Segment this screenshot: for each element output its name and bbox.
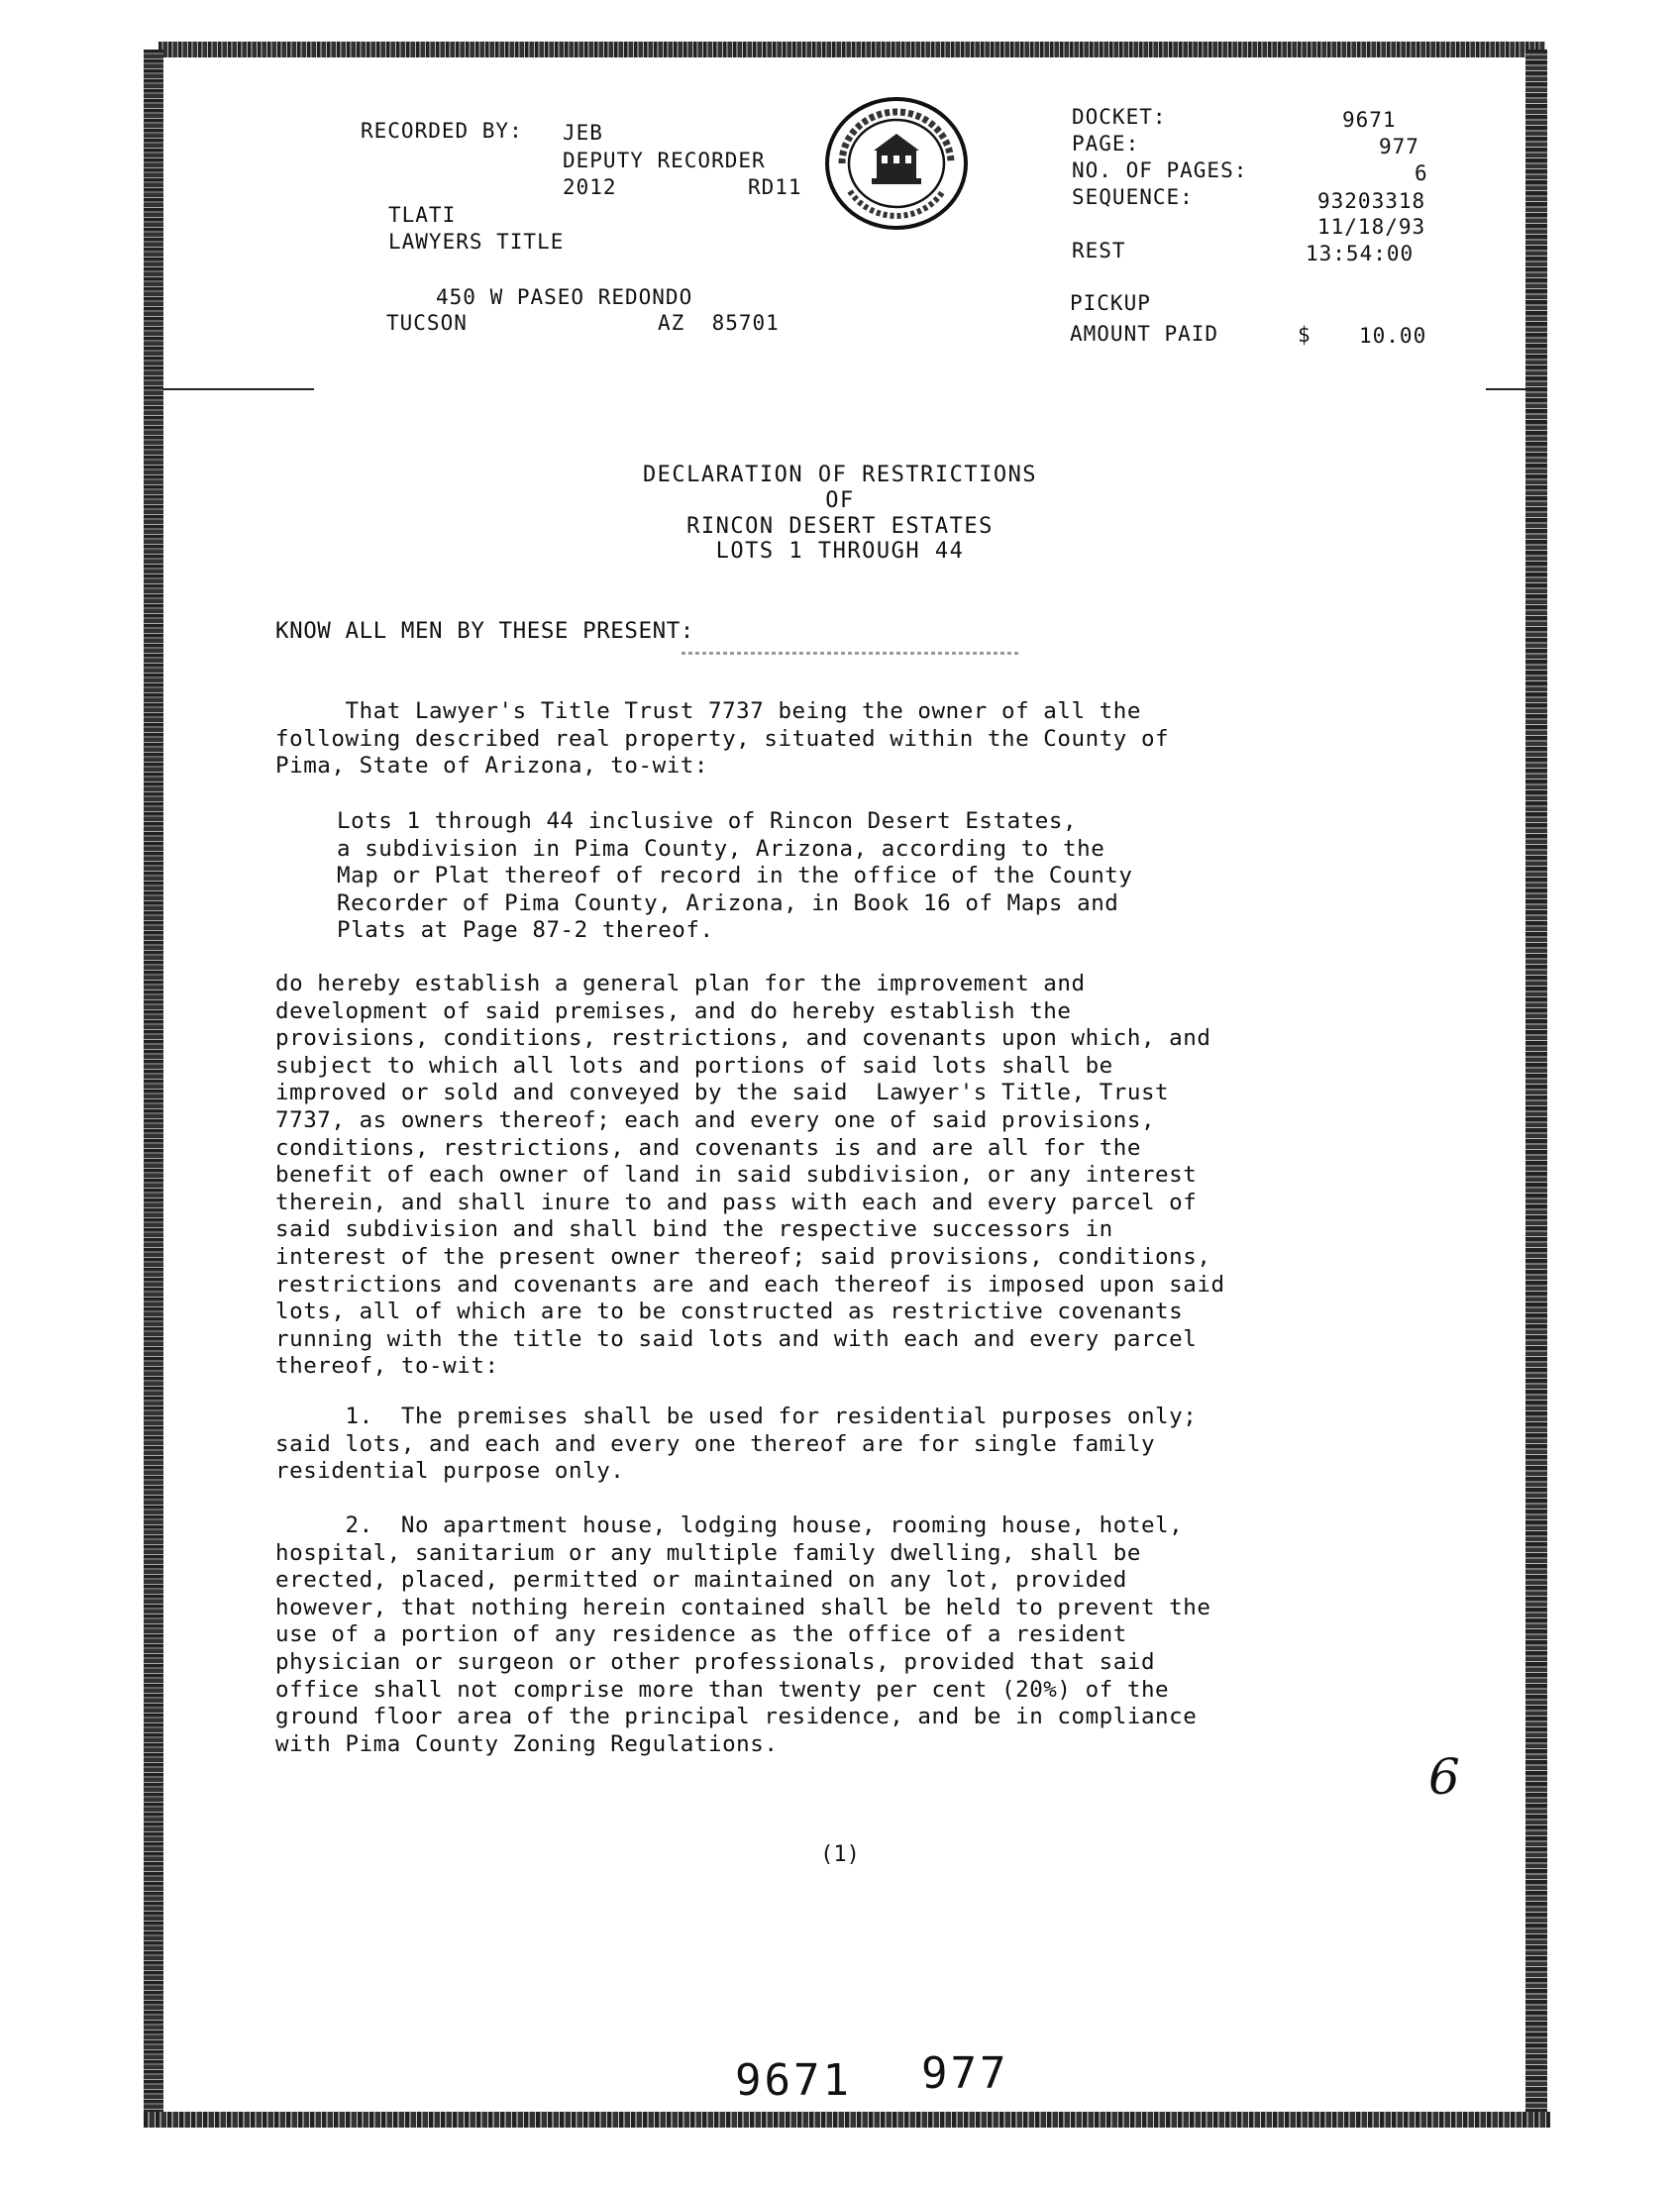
record-time: 13:54:00 — [1306, 242, 1415, 265]
page-number: (1) — [820, 1842, 860, 1867]
pickup-label: PICKUP — [1070, 291, 1151, 315]
recorded-by-label: RECORDED BY: — [361, 119, 523, 143]
establishment-paragraph: do hereby establish a general plan for the improvement and development of said premises, and do hereby establish the provisions, conditions, restrictions, and covenants upon which, and subject to which all lots and portions of said lots shall be improved or sold and conveyed by the said Lawyer's Title, Trust 7737, as owners thereof; each and every one of said provisions, conditions, restrictions, and covenants is and are all for the benefit of each owner of land in said subdivision, or any interest therein, and shall inure to and pass with each and every parcel of said subdivision and shall bind the respective successors in interest of the present owner thereof; said provisions, conditions, restrictions and covenants are and each thereof is imposed upon said lots, all of which are to be constructed as restrictive covenants running with the title to said lots and with each and every parcel thereof, to-wit: — [275, 971, 1225, 1380]
doc-title-line-2: OF — [825, 488, 855, 513]
num-pages-label: NO. OF PAGES: — [1072, 158, 1248, 182]
party-name: LAWYERS TITLE — [388, 230, 565, 254]
restriction-item-1: 1. The premises shall be used for residential purposes only; said lots, and each and every one thereof are for single family residential purpose only. — [275, 1404, 1198, 1485]
sequence-label: SEQUENCE: — [1072, 185, 1194, 209]
page-stamp: 977 — [921, 2048, 1009, 2099]
recorded-by-value: JEB — [563, 121, 603, 145]
address-state-zip: AZ 85701 — [658, 311, 780, 335]
party-code: TLATI — [388, 203, 457, 227]
doc-title-line-3: RINCON DESERT ESTATES — [686, 514, 994, 539]
page-label: PAGE: — [1072, 132, 1140, 156]
scan-border-right — [1525, 50, 1547, 2120]
handwritten-page-count: 6 — [1428, 1748, 1460, 1806]
restriction-item-2: 2. No apartment house, lodging house, rooming house, hotel, hospital, sanitarium or any multiple family dwelling, shall be erected, placed, permitted or maintained on any lot, provided however, that nothing herein contained shall be held to prevent the use of a portion of any residence as the office of a resident physician or surgeon or other professionals, provided that said office shall not comprise more than twenty per cent (20%) of the ground floor area of the principal residence, and be in compliance with Pima County Zoning Regulations. — [275, 1512, 1211, 1757]
rest-label: REST — [1072, 239, 1126, 262]
docket-stamp: 9671 — [735, 2055, 852, 2106]
doc-title-line-1: DECLARATION OF RESTRICTIONS — [642, 463, 1038, 487]
num-pages-value: 6 — [1415, 161, 1428, 185]
doc-title-line-4: LOTS 1 THROUGH 44 — [715, 539, 965, 564]
address-city: TUCSON — [386, 311, 468, 335]
legal-description: Lots 1 through 44 inclusive of Rincon Desert Estates, a subdivision in Pima County, Arizona, according to the Map or Plat thereof of record in the office of the County Recorder of Pima County, Arizona, in Book 16 of Maps and Plats at Page 87-2 thereof. — [337, 808, 1133, 944]
amount-paid-value: 10.00 — [1359, 324, 1427, 348]
recorder-station: RD11 — [748, 175, 802, 199]
opening-paragraph: That Lawyer's Title Trust 7737 being the owner of all the following described real property, situated within the County of Pima, State of Arizona, to-wit: — [275, 698, 1170, 780]
header-rule-right — [1486, 388, 1527, 390]
sequence-value: 93203318 — [1317, 189, 1426, 213]
know-all-men-heading: KNOW ALL MEN BY THESE PRESENT: — [275, 618, 694, 644]
amount-paid-label: AMOUNT PAID — [1070, 322, 1219, 346]
docket-label: DOCKET: — [1072, 105, 1167, 129]
address-street: 450 W PASEO REDONDO — [436, 285, 693, 309]
scan-artifact-line — [682, 652, 1018, 655]
scan-border-left — [144, 50, 163, 2120]
page-value: 977 — [1379, 135, 1419, 158]
county-seal-icon — [822, 94, 971, 233]
docket-value: 9671 — [1342, 108, 1397, 132]
recorder-code: 2012 — [563, 175, 617, 199]
recorder-title: DEPUTY RECORDER — [563, 149, 766, 172]
amount-currency: $ — [1298, 323, 1312, 347]
header-rule-left — [163, 388, 314, 390]
record-date: 11/18/93 — [1317, 215, 1426, 239]
scan-border-bottom — [144, 2112, 1550, 2128]
scan-border-top — [158, 42, 1545, 57]
